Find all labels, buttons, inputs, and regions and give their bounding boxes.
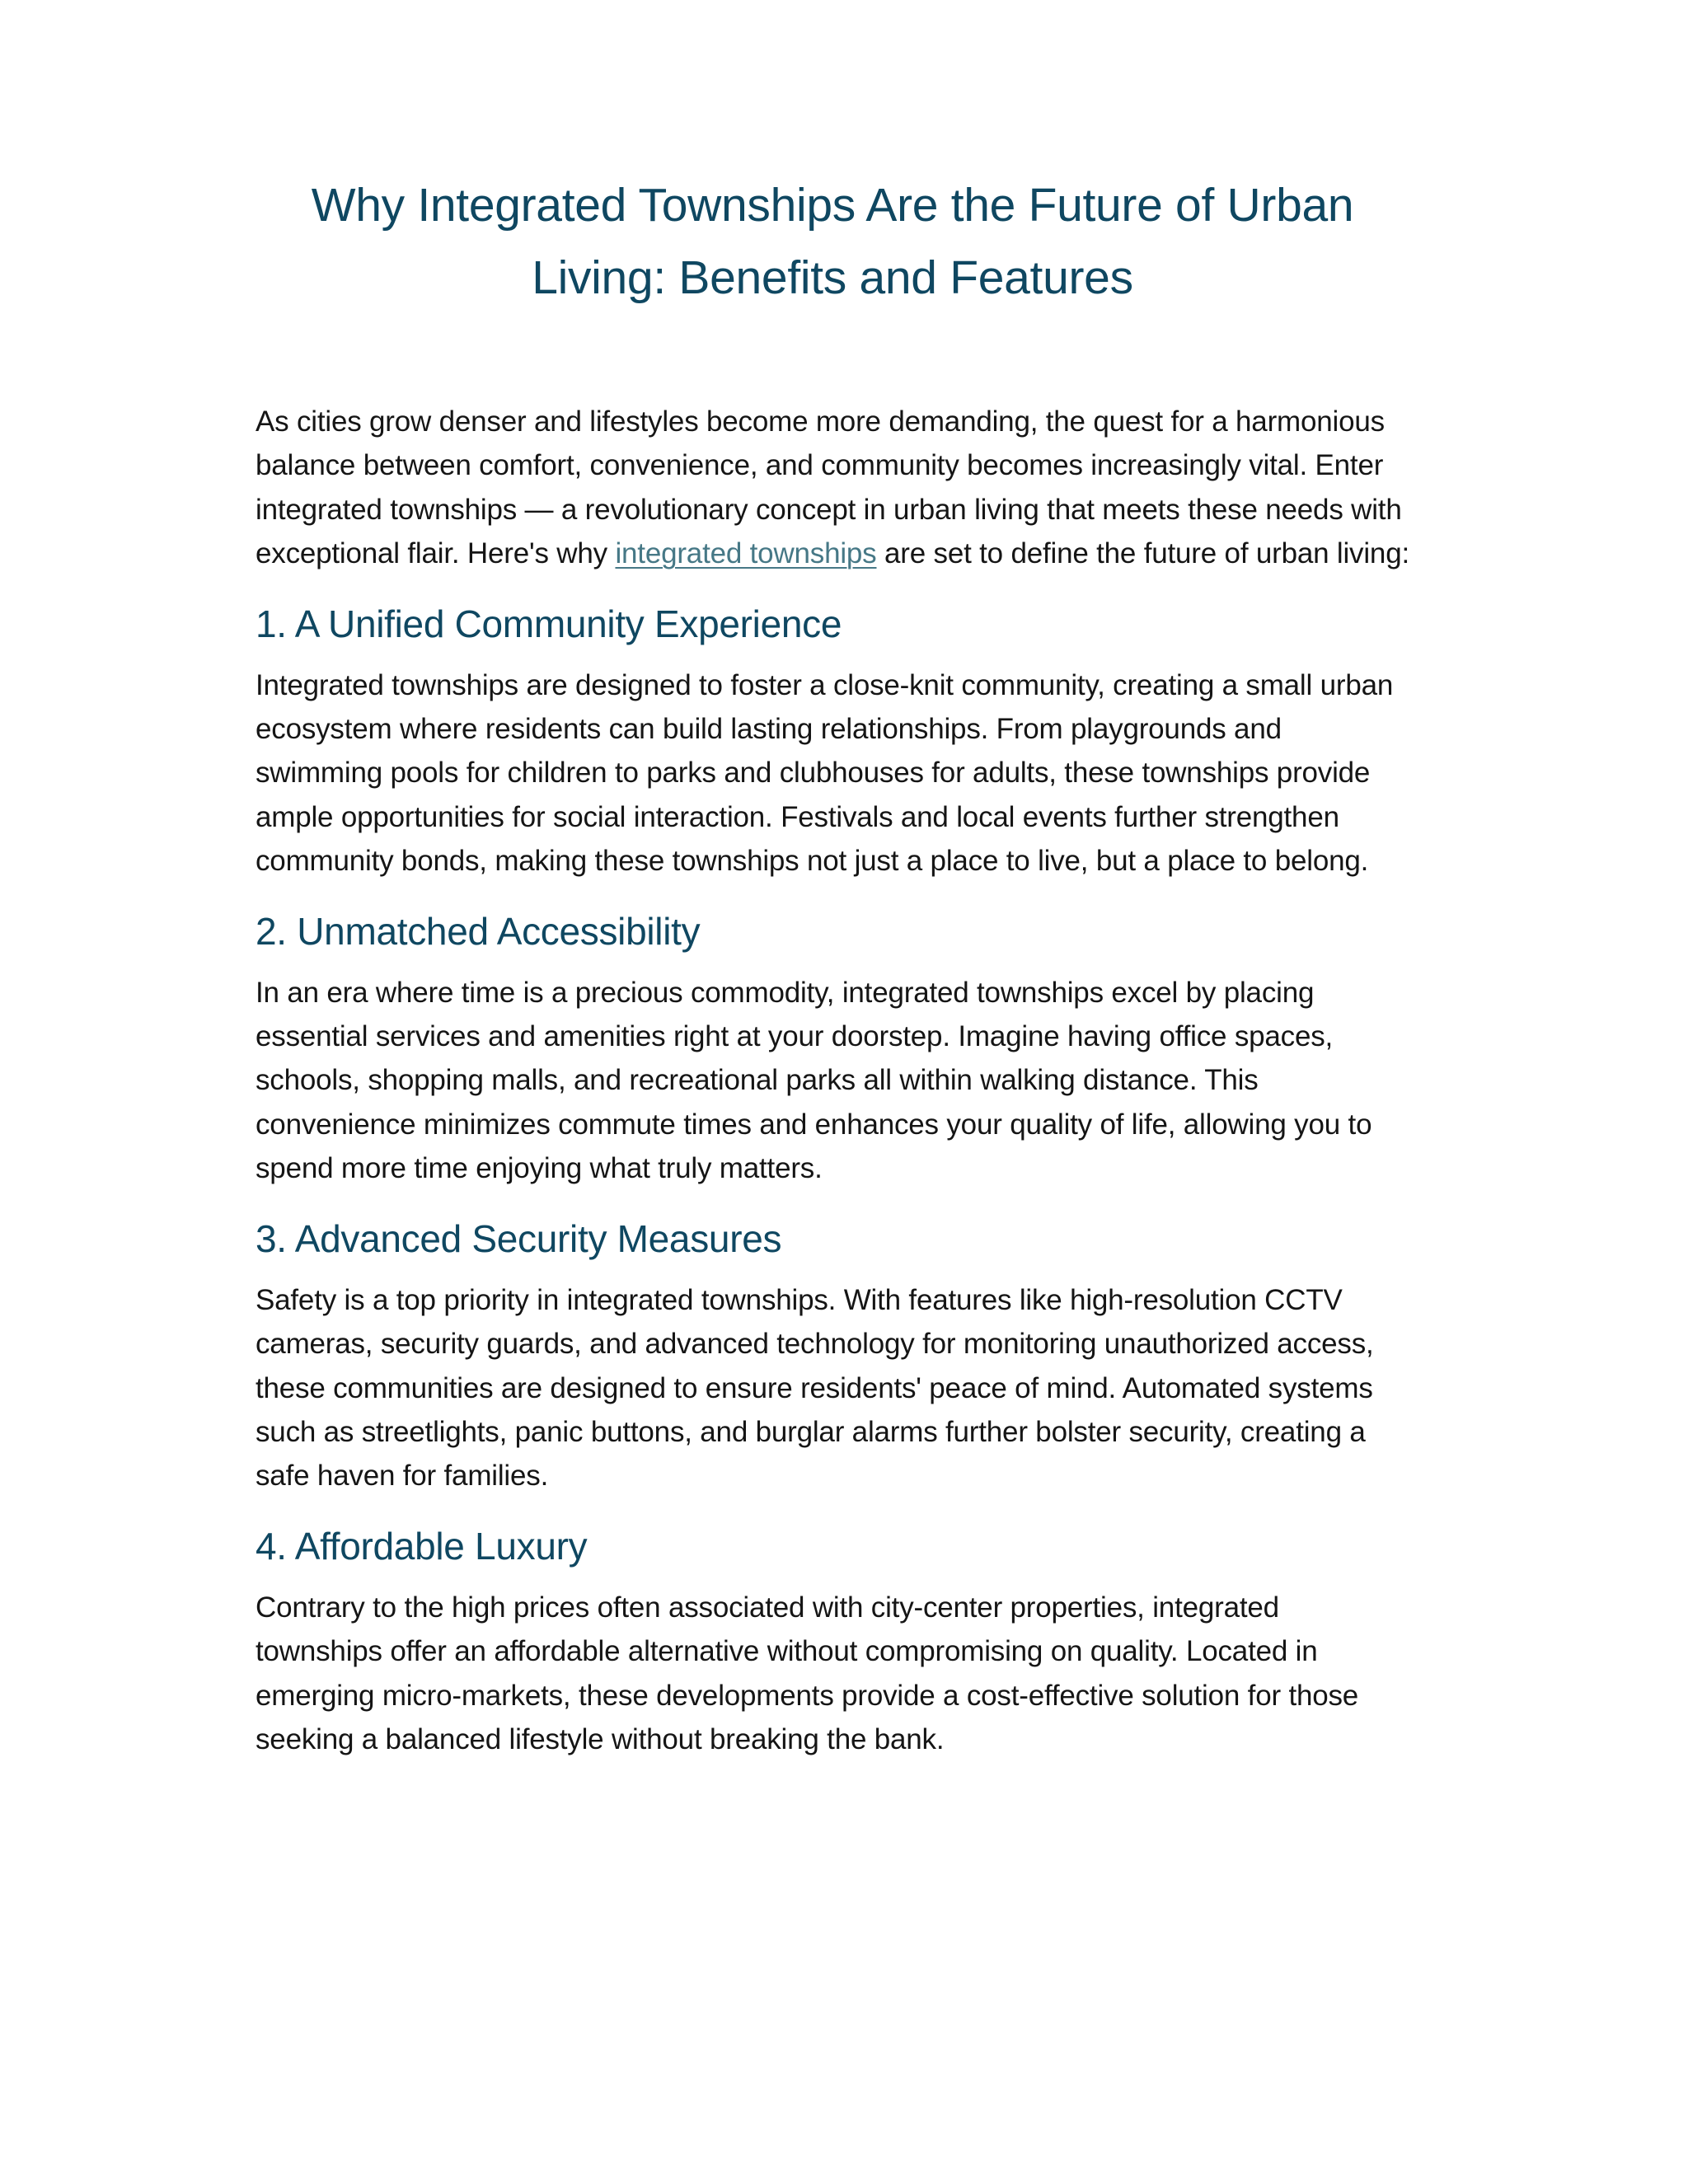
section-body-affordable-luxury: Contrary to the high prices often associated with city-center properties, integrated townships offer an affordable alternative without compromising on quality. Located in emerging micro-markets, these developments provide a cost-effective solution for those seeking a balanced lifestyle without breaking the bank. (256, 1591, 1359, 1755)
section-heading-accessibility: 2. Unmatched Accessibility (256, 909, 701, 953)
intro-text-after-link: are set to define the future of urban living: (876, 537, 1409, 570)
intro-text-before-link: As cities grow denser and lifestyles become more demanding, the quest for a harmonious balance between comfort, convenience, and community becomes increasingly vital. Enter integrated townships — a revolutionary concept in urban living that meets these needs with exceptional flair. Here's why (256, 405, 1402, 570)
section-body-community: Integrated townships are designed to foster a close-knit community, creating a small urban ecosystem where residents can build lasting relationships. From playgrounds and swimming pools for children to parks and clubhouses for adults, these townships provide ample opportunities for social interaction. Festivals and local events further strengthen community bonds, making these townships not just a place to live, but a place to belong. (256, 668, 1394, 878)
section-body-security: Safety is a top priority in integrated townships. With features like high-resolution CCTV cameras, security guards, and advanced technology for monitoring unauthorized access, these communities are designed to ensure residents' peace of mind. Automated systems such as streetlights, panic buttons, and burglar alarms further bolster security, creating a safe haven for families. (256, 1283, 1374, 1493)
document-title: Why Integrated Townships Are the Future of Urban Living: Benefits and Features (311, 179, 1354, 304)
integrated-townships-link[interactable]: integrated townships (615, 537, 877, 570)
document-page (256, 169, 1409, 1761)
section-heading-community: 1. A Unified Community Experience (256, 602, 842, 645)
section-community (256, 599, 1409, 883)
section-affordable-luxury (256, 1521, 1409, 1762)
section-body-accessibility: In an era where time is a precious commodity, integrated townships excel by placing essential services and amenities right at your doorstep. Imagine having office spaces, schools, shopping malls, and recreational parks all within walking distance. This convenience minimizes commute times and enhances your quality of life, allowing you to spend more time enjoying what truly matters. (256, 976, 1372, 1185)
intro-paragraph (256, 400, 1409, 576)
section-heading-affordable-luxury: 4. Affordable Luxury (256, 1524, 588, 1568)
intro-section (256, 400, 1409, 576)
section-security (256, 1214, 1409, 1498)
section-accessibility (256, 907, 1409, 1191)
section-heading-security: 3. Advanced Security Measures (256, 1216, 782, 1260)
